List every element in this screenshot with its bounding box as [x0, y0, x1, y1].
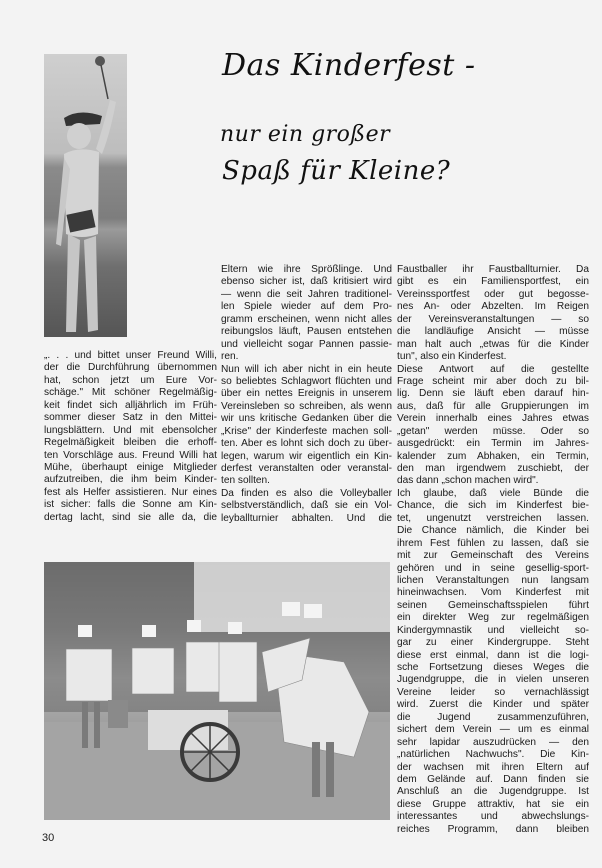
- text-line: diese erst einmal, dann ist die logi-: [397, 649, 589, 661]
- headline-line-2: nur ein großer: [220, 122, 391, 147]
- text-line: Faustballer ihr Faustballturnier. Da: [397, 264, 589, 275]
- text-line: das dann „schon machen wird".: [397, 475, 539, 487]
- text-line: man halt auch „etwas für die Kinder: [397, 338, 589, 350]
- text-line: „Krise" der Kinderfeste machen soll-: [221, 425, 392, 437]
- text-line: ebenso sicher ist, daß kritisiert wird: [221, 276, 392, 288]
- text-line: tet, ungenutzt verstreichen lassen.: [397, 512, 589, 524]
- text-line: leyballturnier abhalten. Und die: [221, 512, 392, 524]
- text-line: Vereinsleben so schreiben, als wenn: [221, 400, 392, 412]
- text-line: hineinwachsen. Vom Kinderfest mit: [397, 587, 589, 599]
- text-line: und vielleicht sogar Pannen passie-: [221, 338, 392, 350]
- text-line: fest als Helfer assistieren. Nur eines: [44, 486, 217, 498]
- article-column-1: [44, 350, 217, 524]
- text-line: Frage scheint mir aber doch zu bil-: [397, 375, 589, 387]
- text-line: kalender zum Abhaken, ein Termin,: [397, 450, 589, 462]
- text-line: ten sollten.: [221, 475, 270, 487]
- text-line: sommer dieser Satz in den Mittei-: [44, 412, 217, 424]
- text-line: ren.: [221, 351, 239, 363]
- text-line: ist sicher: falls die Sonne am Kin-: [44, 499, 217, 511]
- text-line: „. . . und bittet unser Freund Willi,: [44, 350, 217, 361]
- text-line: der wachsen mit ihren Eltern auf: [397, 761, 589, 773]
- text-line: sichert dem Verein — um es einmal: [397, 724, 589, 736]
- text-line: Ich glaube, daß viele Bünde die: [397, 487, 589, 499]
- text-line: „getan" werden müsse. Oder so: [397, 425, 589, 437]
- photo-boy: [44, 54, 127, 337]
- text-line: lichen Veranstaltungen nun langsam: [397, 574, 589, 586]
- text-line: wird. Zuerst die Kinder und später: [397, 699, 589, 711]
- text-line: sche Fortsetzung dieses Weges die: [397, 662, 589, 673]
- costumed-group-icon: [44, 562, 390, 820]
- text-line: Kindergymnastik und vielleicht so-: [397, 624, 589, 636]
- text-line: reiches Programm, dann bleiben: [397, 823, 589, 835]
- text-line: hat, schon jetzt um Eure Vor-: [44, 374, 217, 386]
- text-line: Jugendgruppe, die in vielen unseren: [397, 674, 589, 686]
- text-line: Nun will ich aber nicht in ein heute: [221, 363, 392, 375]
- text-line: „natürlichen Nachwuchs". Die Kin-: [397, 749, 589, 761]
- text-line: lig. Denn sie läuft eben darauf hin-: [397, 388, 589, 400]
- text-line: Diese Antwort auf die gestellte: [397, 363, 589, 375]
- text-line: gibt es ein Familiensportfest, ein: [397, 276, 589, 288]
- text-line: Anschluß an die Jugendgruppe. Ist: [397, 786, 589, 798]
- text-line: nes An- oder Abzelten. Im Reigen: [397, 301, 589, 313]
- text-line: interessantes und abwechslungs-: [397, 811, 589, 823]
- text-line: die Jugend zusammenzuführen,: [397, 711, 589, 723]
- page-number: 30: [42, 832, 55, 844]
- text-line: so beliebtes Schlagwort flüchten und: [221, 375, 392, 387]
- text-line: der die Durchführung übernommen: [44, 362, 217, 374]
- text-line: len Spiele wieder auf dem Pro-: [221, 301, 392, 313]
- text-line: dem Gelände auf. Dann finden sie: [397, 773, 589, 785]
- text-line: dertag lacht, sind sie alle da, die: [44, 511, 217, 523]
- text-line: sehr lapidar auszudrücken — den: [397, 736, 589, 748]
- text-line: ihrem Fest fühlen zu lassen, daß sie: [397, 537, 589, 549]
- text-line: ten. Aber es lohnt sich doch zu über-: [221, 438, 392, 450]
- text-line: — wenn die seit Jahren traditionel-: [221, 288, 392, 300]
- text-line: der Vereinsveranstaltungen — so: [397, 313, 589, 325]
- text-line: Chance, die sich im Kinderfest bie-: [397, 500, 589, 512]
- text-line: selbstverständlich, daß sie ein Vol-: [221, 500, 392, 512]
- text-line: Eltern wie ihre Sprößlinge. Und: [221, 264, 392, 275]
- text-line: aufzutreiben, die ihm beim Kinder-: [44, 474, 217, 486]
- text-line: reibungslos läuft, Pausen entstehen: [221, 326, 392, 338]
- text-line: Mühe, überhaupt einige Mitglieder: [44, 461, 217, 473]
- article-column-2: [221, 264, 392, 525]
- text-line: schäge." Mit schöner Regelmäßig-: [44, 387, 217, 399]
- text-line: ein direkter Weg zur regelmäßigen: [397, 612, 589, 624]
- text-line: Vereinssportfest oder gut begosse-: [397, 288, 589, 300]
- text-line: Vereine leider so vernachlässigt: [397, 686, 589, 698]
- text-line: legen, warum wir eigentlich ein Kin-: [221, 450, 392, 462]
- text-line: lungsblättern. Und mit ebensolcher: [44, 424, 217, 436]
- text-line: tun", also ein Kinderfest.: [397, 351, 507, 363]
- text-line: den man irgendwem zuschiebt, der: [397, 463, 589, 474]
- text-line: seinen Gemeinschaftsspielen führt: [397, 599, 589, 611]
- text-line: über ein nettes Ereignis in unserem: [221, 388, 392, 400]
- headline-line-1: Das Kinderfest -: [222, 48, 476, 83]
- text-line: ten Vorschläge aus. Freund Willi hat: [44, 449, 217, 461]
- text-line: diese Gruppe attraktiv, hat sie ein: [397, 798, 589, 810]
- article-column-3: [397, 264, 589, 836]
- text-line: aus, daß für alle Gruppierungen im: [397, 400, 589, 412]
- text-line: ausgedrückt: ein Termin im Jahres-: [397, 438, 589, 450]
- text-line: gramm erscheinen, wenn nicht alles: [221, 313, 392, 325]
- text-line: Verein innerhalb eines Jahres etwas: [397, 413, 589, 425]
- text-line: die landläufige Ansicht — müsse: [397, 326, 589, 338]
- text-line: Da finden es also die Volleyballer: [221, 487, 392, 499]
- text-line: wir uns kritische Gedanken über die: [221, 413, 392, 425]
- text-line: keit findet sich alljährlich im Früh-: [44, 399, 217, 411]
- text-line: derfest veranstalten oder veranstal-: [221, 463, 392, 474]
- text-line: Regelmäßigkeit bleiben die erhoff-: [44, 437, 217, 449]
- text-line: Die Chance nämlich, die Kinder bei: [397, 525, 589, 537]
- boy-figure-icon: [44, 54, 127, 337]
- text-line: gar zu einer Kindergruppe. Steht: [397, 637, 589, 649]
- text-line: mit zur Gemeinschaft des Vereins: [397, 550, 589, 562]
- headline-line-3: Spaß für Kleine?: [222, 156, 451, 186]
- photo-group: [44, 562, 390, 820]
- text-line: gehören und in seine gesellig-sport-: [397, 562, 589, 574]
